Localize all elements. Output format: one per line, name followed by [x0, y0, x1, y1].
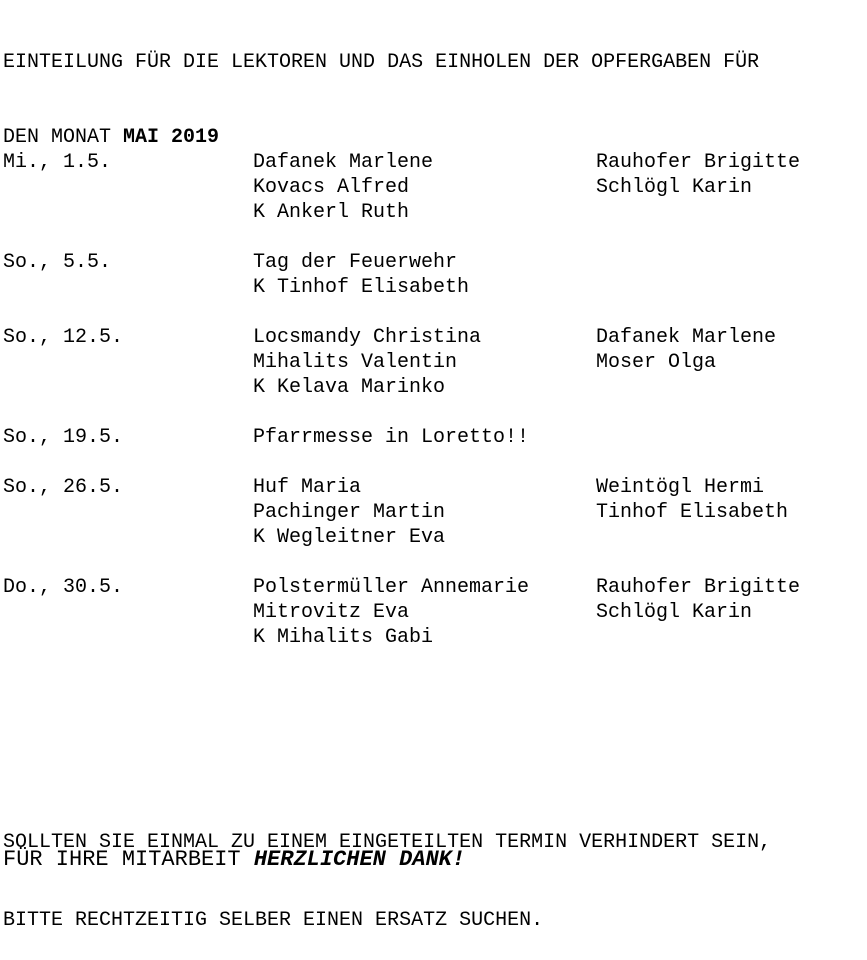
lector-name: Tag der Feuerwehr [253, 251, 458, 274]
entry-date: So., 5.5. [3, 251, 112, 274]
schedule-row [3, 250, 863, 275]
entry-date: So., 26.5. [3, 476, 124, 499]
schedule-row [3, 575, 863, 600]
lector-name: Mitrovitz Eva [253, 601, 410, 624]
lector-name: Kovacs Alfred [253, 176, 410, 199]
lector-name: K Tinhof Elisabeth [253, 276, 470, 299]
entry-date: Do., 30.5. [3, 576, 124, 599]
schedule-row [3, 600, 863, 625]
lector-name: Polstermüller Annemarie [253, 576, 530, 599]
footer-line-2: BITTE RECHTZEITIG SELBER EINEN ERSATZ SUCHEN. [3, 909, 544, 932]
schedule-row [3, 150, 863, 175]
entry-date: Mi., 1.5. [3, 151, 112, 174]
schedule-list [3, 150, 863, 675]
schedule-row [3, 425, 863, 450]
lector-name: Pachinger Martin [253, 501, 446, 524]
offering-collector-name: Tinhof Elisabeth [596, 501, 789, 524]
entry-date: So., 19.5. [3, 426, 124, 449]
entry-date: So., 12.5. [3, 326, 124, 349]
offering-collector-name: Weintögl Hermi [596, 476, 765, 499]
schedule-row [3, 200, 863, 225]
schedule-entry [3, 150, 863, 225]
lector-name: Dafanek Marlene [253, 151, 434, 174]
offering-collector-name: Schlögl Karin [596, 601, 753, 624]
schedule-entry [3, 325, 863, 400]
schedule-row [3, 375, 863, 400]
thanks-prefix: FÜR IHRE MITARBEIT [3, 847, 254, 872]
schedule-entry [3, 475, 863, 550]
thanks-line [3, 846, 465, 874]
offering-collector-name: Schlögl Karin [596, 176, 753, 199]
heading-line-1: EINTEILUNG FÜR DIE LEKTOREN UND DAS EINHOLEN DER OPFERGABEN FÜR [3, 51, 760, 74]
schedule-entry [3, 575, 863, 650]
schedule-entry [3, 250, 863, 300]
offering-collector-name: Dafanek Marlene [596, 326, 777, 349]
lector-name: K Mihalits Gabi [253, 626, 434, 649]
offering-collector-name: Rauhofer Brigitte [596, 151, 801, 174]
lector-name: Locsmandy Christina [253, 326, 482, 349]
schedule-row [3, 500, 863, 525]
thanks-emphasis: HERZLICHEN DANK! [253, 847, 466, 872]
lector-name: Pfarrmesse in Loretto!! [253, 426, 530, 449]
lector-name: Mihalits Valentin [253, 351, 458, 374]
lector-name: K Wegleitner Eva [253, 526, 446, 549]
schedule-row [3, 350, 863, 375]
schedule-row [3, 275, 863, 300]
offering-collector-name: Rauhofer Brigitte [596, 576, 801, 599]
lector-name: K Ankerl Ruth [253, 201, 410, 224]
offering-collector-name: Moser Olga [596, 351, 717, 374]
schedule-row [3, 475, 863, 500]
document-heading [3, 0, 759, 175]
schedule-row [3, 175, 863, 200]
heading-line-2-prefix: DEN MONAT [3, 126, 124, 149]
schedule-row [3, 525, 863, 550]
lector-name: K Kelava Marinko [253, 376, 446, 399]
footer-line-1: SOLLTEN SIE EINMAL ZU EINEM EINGETEILTEN TERMIN VERHINDERT SEIN, [3, 831, 772, 854]
lector-name: Huf Maria [253, 476, 362, 499]
schedule-entry [3, 425, 863, 450]
schedule-row [3, 625, 863, 650]
heading-line-2 [3, 125, 759, 150]
schedule-row [3, 325, 863, 350]
heading-month: MAI 2019 [123, 126, 220, 149]
